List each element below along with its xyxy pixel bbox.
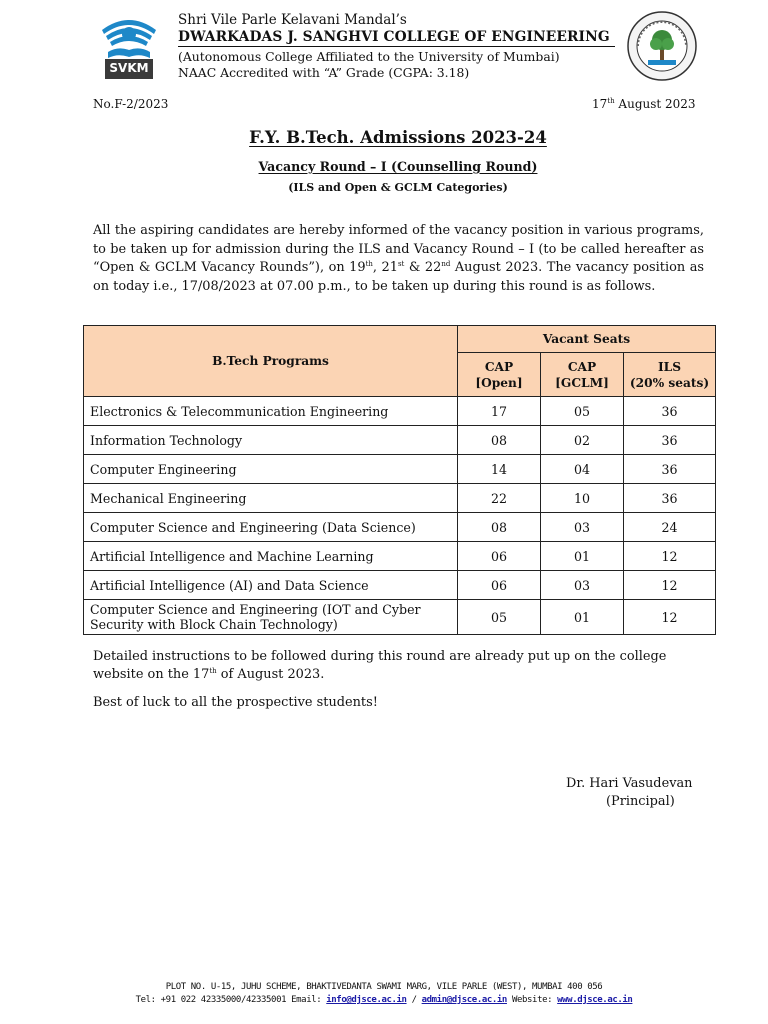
page-title: F.Y. B.Tech. Admissions 2023-24 xyxy=(249,128,547,147)
ils-value: 36 xyxy=(624,455,716,484)
table-row xyxy=(84,600,716,635)
footer-separator: / xyxy=(406,995,422,1005)
category-note: (ILS and Open & GCLM Categories) xyxy=(288,181,508,194)
ils-value: 24 xyxy=(624,513,716,542)
program-name: Artificial Intelligence (AI) and Data Science xyxy=(84,571,458,600)
header-vacant-seats: Vacant Seats xyxy=(458,326,716,353)
email-link-admin[interactable]: admin@djsce.ac.in xyxy=(421,995,507,1005)
cap-gclm-value: 01 xyxy=(541,542,624,571)
header-cap-gclm-line1: CAP xyxy=(567,359,597,374)
header-cap-gclm xyxy=(541,353,624,397)
website-link[interactable]: www.djsce.ac.in xyxy=(557,995,633,1005)
ils-value: 12 xyxy=(624,571,716,600)
intro-text-4: August 2023. The vacancy position as on today i.e., 17/08/2023 at 07.00 p.m., to be taken up during this round is as follows. xyxy=(93,260,704,294)
cap-gclm-value: 03 xyxy=(541,571,624,600)
table-row xyxy=(84,571,716,600)
table-row xyxy=(84,397,716,426)
header-divider xyxy=(178,46,615,47)
footer-website-label: Website: xyxy=(506,995,558,1005)
cap-gclm-value: 05 xyxy=(541,397,624,426)
cap-gclm-value: 03 xyxy=(541,513,624,542)
table-row xyxy=(84,513,716,542)
cap-open-value: 22 xyxy=(458,484,541,513)
header-cap-open-line2: [Open] xyxy=(475,375,523,390)
cap-open-value: 08 xyxy=(458,426,541,455)
notice-date xyxy=(592,97,696,111)
cap-open-value: 05 xyxy=(458,600,541,635)
footer-contact xyxy=(0,995,768,1005)
college-name: DWARKADAS J. SANGHVI COLLEGE OF ENGINEERING xyxy=(178,29,610,45)
header-cap-open-line1: CAP xyxy=(484,359,514,374)
ils-value: 36 xyxy=(624,397,716,426)
ils-value: 36 xyxy=(624,426,716,455)
program-name: Electronics & Telecommunication Engineering xyxy=(84,397,458,426)
footer-tel: Tel: +91 022 42335000/42335001 Email: xyxy=(135,995,327,1005)
signatory-name: Dr. Hari Vasudevan xyxy=(566,776,693,791)
intro-paragraph xyxy=(93,222,704,296)
vacancy-table xyxy=(83,325,716,635)
trust-name: Shri Vile Parle Kelavani Mandal’s xyxy=(178,12,407,28)
program-name: Information Technology xyxy=(84,426,458,455)
instructions-text-1: Detailed instructions to be followed during this round are already put up on the college website on the 17 xyxy=(93,649,667,682)
college-affiliation: (Autonomous College Affiliated to the University of Mumbai) xyxy=(178,49,560,64)
college-seal-icon xyxy=(626,10,698,82)
table-row xyxy=(84,455,716,484)
program-name: Computer Engineering xyxy=(84,455,458,484)
header-programs: B.Tech Programs xyxy=(84,326,458,397)
program-name: Computer Science and Engineering (Data Science) xyxy=(84,513,458,542)
college-accreditation: NAAC Accredited with “A” Grade (CGPA: 3.18) xyxy=(178,65,470,80)
table-row xyxy=(84,542,716,571)
cap-open-value: 06 xyxy=(458,542,541,571)
date-suffix: th xyxy=(607,97,615,105)
program-name: Artificial Intelligence and Machine Learning xyxy=(84,542,458,571)
svkm-logo-text: SVKM xyxy=(109,61,149,75)
cap-gclm-value: 02 xyxy=(541,426,624,455)
date-month-year: August 2023 xyxy=(614,97,696,111)
instructions-sup: th xyxy=(209,667,217,675)
cap-gclm-value: 10 xyxy=(541,484,624,513)
table-header-row xyxy=(84,326,716,353)
cap-gclm-value: 04 xyxy=(541,455,624,484)
cap-open-value: 17 xyxy=(458,397,541,426)
email-link-info[interactable]: info@djsce.ac.in xyxy=(326,995,407,1005)
instructions-text-2: of August 2023. xyxy=(216,667,325,682)
intro-sup-2: st xyxy=(397,260,405,269)
ils-value: 12 xyxy=(624,542,716,571)
header-ils-line2: (20% seats) xyxy=(629,375,710,390)
ils-value: 12 xyxy=(624,600,716,635)
header-ils xyxy=(624,353,716,397)
table-row xyxy=(84,426,716,455)
intro-sup-1: th xyxy=(365,260,373,269)
cap-open-value: 14 xyxy=(458,455,541,484)
cap-open-value: 08 xyxy=(458,513,541,542)
header-cap-open xyxy=(458,353,541,397)
intro-text-1: All the aspiring candidates are hereby informed of the vacancy position in various programs, to be taken up for admission during the ILS and Vacancy Round – I (to be called hereafter as “Open & GCLM Vacancy Rounds”), on 19 xyxy=(93,223,704,276)
page-subtitle: Vacancy Round – I (Counselling Round) xyxy=(258,159,538,174)
closing-line: Best of luck to all the prospective students! xyxy=(93,695,378,710)
table-row xyxy=(84,484,716,513)
cap-gclm-value: 01 xyxy=(541,600,624,635)
date-day: 17 xyxy=(592,97,608,111)
signatory-title: (Principal) xyxy=(606,794,675,809)
header-ils-line1: ILS xyxy=(657,359,682,374)
reference-number: No.F-2/2023 xyxy=(93,97,169,111)
program-name: Computer Science and Engineering (IOT and Cyber Security with Block Chain Technology) xyxy=(84,600,458,635)
footer-address: PLOT NO. U-15, JUHU SCHEME, BHAKTIVEDANTA SWAMI MARG, VILE PARLE (WEST), MUMBAI 400 056 xyxy=(165,982,603,992)
header-cap-gclm-line2: [GCLM] xyxy=(555,375,609,390)
ils-value: 36 xyxy=(624,484,716,513)
intro-text-3: & 22 xyxy=(404,260,442,276)
intro-sup-3: nd xyxy=(441,260,451,269)
instructions-paragraph xyxy=(93,648,704,684)
program-name: Mechanical Engineering xyxy=(84,484,458,513)
intro-text-2: , 21 xyxy=(372,260,398,276)
svkm-logo xyxy=(96,12,162,82)
cap-open-value: 06 xyxy=(458,571,541,600)
